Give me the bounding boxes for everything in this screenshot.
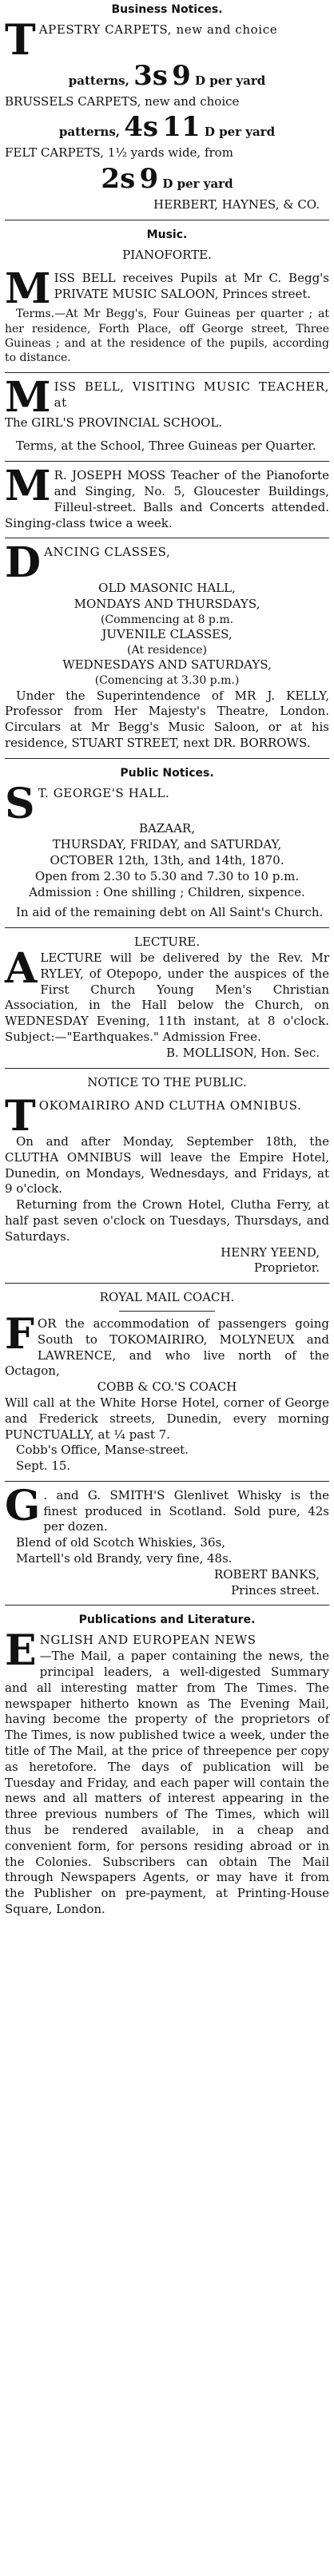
price-line: [5, 58, 329, 94]
ad-line: (Comencing at 3.30 p.m.): [94, 674, 240, 688]
ad-line: BAZAAR,: [138, 821, 195, 836]
price-pence: 9: [172, 59, 191, 92]
short-rule: [119, 1311, 215, 1312]
ad-line: APESTRY CARPETS, new and choice: [38, 22, 278, 37]
visiting-teacher-ad: [5, 372, 329, 456]
drop-cap: D: [5, 538, 42, 588]
ad-body: —The Mail, a paper containing the news, the principal leaders, a well-digested Summary and all interesting matter from The Times. The newspaper hitherto known as The Evening Mail, having become the property of the proprietors of The Times, is now published twice a week, under the title of The Mail, at the price of threepence per copy as heretofore. The days of publication will be Tuesday and Friday, and each paper will contain the news and all matters of interest appearing in the three previous numbers of The Times, which will thus be rendered available, in a cheap and convenient form, for persons residing abroad or in the Colonies. Subscribers can obtain The Mail through Newspapers Agents, or may have it from the Publisher on pre-payment, at Printing-House Square, London.: [5, 1649, 329, 1917]
ad-title: LECTURE.: [133, 935, 201, 950]
drop-cap: A: [5, 943, 38, 993]
ad-line: (At residence): [127, 643, 207, 657]
ad-body: . and G. SMITH'S Glenlivet Whisky is the finest produced in Scotland. Sold pure, 42s per dozen.: [43, 1487, 329, 1534]
ad-body: On and after Monday, September 18th, the CLUTHA OMNIBUS will leave the Empire Hotel, Dunedin, on Mondays, Wednesdays, and Fridays, at 9 o'clock.: [5, 1133, 329, 1197]
advertiser-signature: HERBERT, HAYNES, & CO.: [153, 196, 320, 212]
ad-line: BRUSSELS CARPETS, new and choice: [5, 93, 240, 109]
ad-line: THURSDAY, FRIDAY, and SATURDAY,: [52, 837, 282, 852]
ad-body: OR the accommodation of passengers going South to TOKOMAIRIRO, MOLYNEUX and LAWRENCE, and who live north of the Octagon,: [5, 1316, 329, 1379]
price-prefix: patterns,: [68, 73, 129, 88]
ad-line: Admission : One shilling ; Children, sixpence.: [29, 884, 305, 899]
ad-line: OKOMAIRIRO AND CLUTHA OMNIBUS.: [38, 1098, 302, 1113]
ad-terms: Terms.—At Mr Begg's, Four Guineas per quarter ; at her residence, Forth Place, off George street, Three Guineas ; and at the residence of the pupils, according to distance.: [5, 308, 329, 365]
divider: [5, 1068, 329, 1069]
divider: [5, 1481, 329, 1482]
dancing-classes-ad: [5, 538, 329, 752]
moss-ad: [5, 462, 329, 533]
ad-body: LECTURE will be delivered by the Rev. Mr RYLEY, of Otepopo, under the auspices of the First Church Young Men's Christian Association, in the Hall below the Church, on WEDNESDAY Evening, 11th instant, at 8 o'clock. Subject:—"Earthquakes." Admission Free.: [5, 950, 329, 1044]
ad-title: PIANOFORTE.: [122, 247, 212, 262]
bazaar-ad: [5, 779, 329, 923]
price-shillings: 2s: [101, 162, 136, 195]
section-heading-public: Public Notices.: [120, 766, 214, 780]
ad-body: Returning from the Crown Hotel, Clutha Ferry, at half past seven o'clock on Tuesdays, Thursdays, and Saturdays.: [5, 1197, 329, 1244]
drop-cap: S: [5, 779, 35, 828]
ad-line: NGLISH AND EUROPEAN NEWS: [39, 1633, 256, 1648]
ad-line: Cobb's Office, Manse-street.: [16, 1443, 189, 1458]
price-line: [5, 161, 329, 197]
drop-cap: M: [5, 462, 51, 511]
ad-body: Will call at the White Horse Hotel, corner of George and Frederick streets, Dunedin, every morning PUNCTUALLY, at ¼ past 7.: [5, 1395, 329, 1442]
ad-line: FELT CARPETS, 1½ yards wide, from: [5, 145, 233, 161]
advertiser-title: Proprietor.: [253, 1260, 320, 1276]
omnibus-notice-ad: [5, 1074, 329, 1279]
price-suffix: D per yard: [204, 125, 276, 140]
ad-line: In aid of the remaining debt on All Saint's Church.: [16, 905, 324, 920]
ad-title: ROYAL MAIL COACH.: [99, 1290, 235, 1305]
ad-line: JUVENILE CLASSES,: [101, 627, 233, 642]
price-shillings: 3s: [133, 59, 168, 92]
ad-line: (Commencing at 8 p.m.: [100, 613, 234, 626]
section-heading-publications: Publications and Literature.: [78, 1613, 256, 1627]
divider: [5, 372, 329, 373]
drop-cap: T: [5, 1092, 36, 1141]
ad-terms: Terms, at the School, Three Guineas per Quarter.: [16, 439, 316, 454]
ad-line: ISS BELL, VISITING MUSIC TEACHER, at: [54, 379, 329, 410]
ad-line: Sept. 15.: [16, 1459, 71, 1474]
section-heading-business: Business Notices.: [111, 3, 223, 16]
ad-line: ANCING CLASSES,: [44, 545, 171, 560]
ad-body: ISS BELL receives Pupils at Mr C. Begg's PRIVATE MUSIC SALOON, Princes street.: [54, 271, 329, 302]
whisky-ad: [5, 1481, 329, 1601]
ad-line: T. GEORGE'S HALL.: [38, 785, 170, 800]
ad-line: OLD MASONIC HALL,: [98, 580, 236, 595]
advertiser-signature: B. MOLLISON, Hon. Sec.: [166, 1045, 320, 1060]
ad-line: Martell's old Brandy, very fine, 48s.: [16, 1551, 233, 1566]
drop-cap: E: [5, 1626, 37, 1676]
ad-body: R. JOSEPH MOSS Teacher of the Pianoforte and Singing, No. 5, Gloucester Buildings, Filleul-street. Balls and Concerts attended. Singing-class twice a week.: [5, 468, 329, 530]
price-pence: 9: [139, 162, 159, 195]
divider: [5, 1283, 329, 1284]
ad-line: OCTOBER 12th, 13th, and 14th, 1870.: [50, 852, 284, 867]
price-pence: 11: [162, 111, 201, 144]
ad-line: MONDAYS AND THURSDAYS,: [74, 596, 260, 611]
divider: [5, 461, 329, 462]
price-suffix: D per yard: [162, 176, 233, 191]
royal-mail-coach-ad: [5, 1288, 329, 1476]
ad-title: NOTICE TO THE PUBLIC.: [87, 1074, 247, 1090]
drop-cap: T: [5, 16, 36, 65]
divider: [5, 927, 329, 928]
advertiser-address: Princes street.: [231, 1582, 320, 1598]
ad-body: Under the Superintendence of MR J. KELLY, Professor from Her Majesty's Theatre, London. Circulars at Mr Begg's Music Saloon, or at his residence, STUART STREET, next DR. BORROWS.: [5, 688, 329, 750]
tapestry-carpets-ad: [5, 16, 329, 215]
price-suffix: D per yard: [195, 73, 266, 88]
price-line: [5, 109, 329, 145]
section-heading-music: Music.: [146, 228, 188, 241]
drop-cap: F: [5, 1309, 34, 1359]
ad-line: Open from 2.30 to 5.30 and 7.30 to 10 p.m.: [34, 868, 300, 883]
advertiser-signature: ROBERT BANKS,: [213, 1566, 320, 1582]
price-shillings: 4s: [124, 111, 159, 144]
price-prefix: patterns,: [58, 125, 121, 140]
ad-line: COBB & CO.'S COACH: [97, 1379, 237, 1395]
ad-line: The GIRL'S PROVINCIAL SCHOOL.: [5, 415, 223, 430]
lecture-ad: [5, 933, 329, 1062]
divider: [5, 758, 329, 759]
drop-cap: G: [5, 1481, 41, 1530]
ad-line: Blend of old Scotch Whiskies, 36s,: [16, 1535, 225, 1550]
drop-cap: M: [5, 264, 51, 314]
english-news-ad: [5, 1626, 329, 1919]
divider: [5, 1605, 329, 1606]
pianoforte-ad: [5, 246, 329, 367]
ad-line: WEDNESDAYS AND SATURDAYS,: [62, 657, 272, 673]
drop-cap: M: [5, 372, 51, 422]
advertiser-signature: HENRY YEEND,: [221, 1244, 320, 1260]
